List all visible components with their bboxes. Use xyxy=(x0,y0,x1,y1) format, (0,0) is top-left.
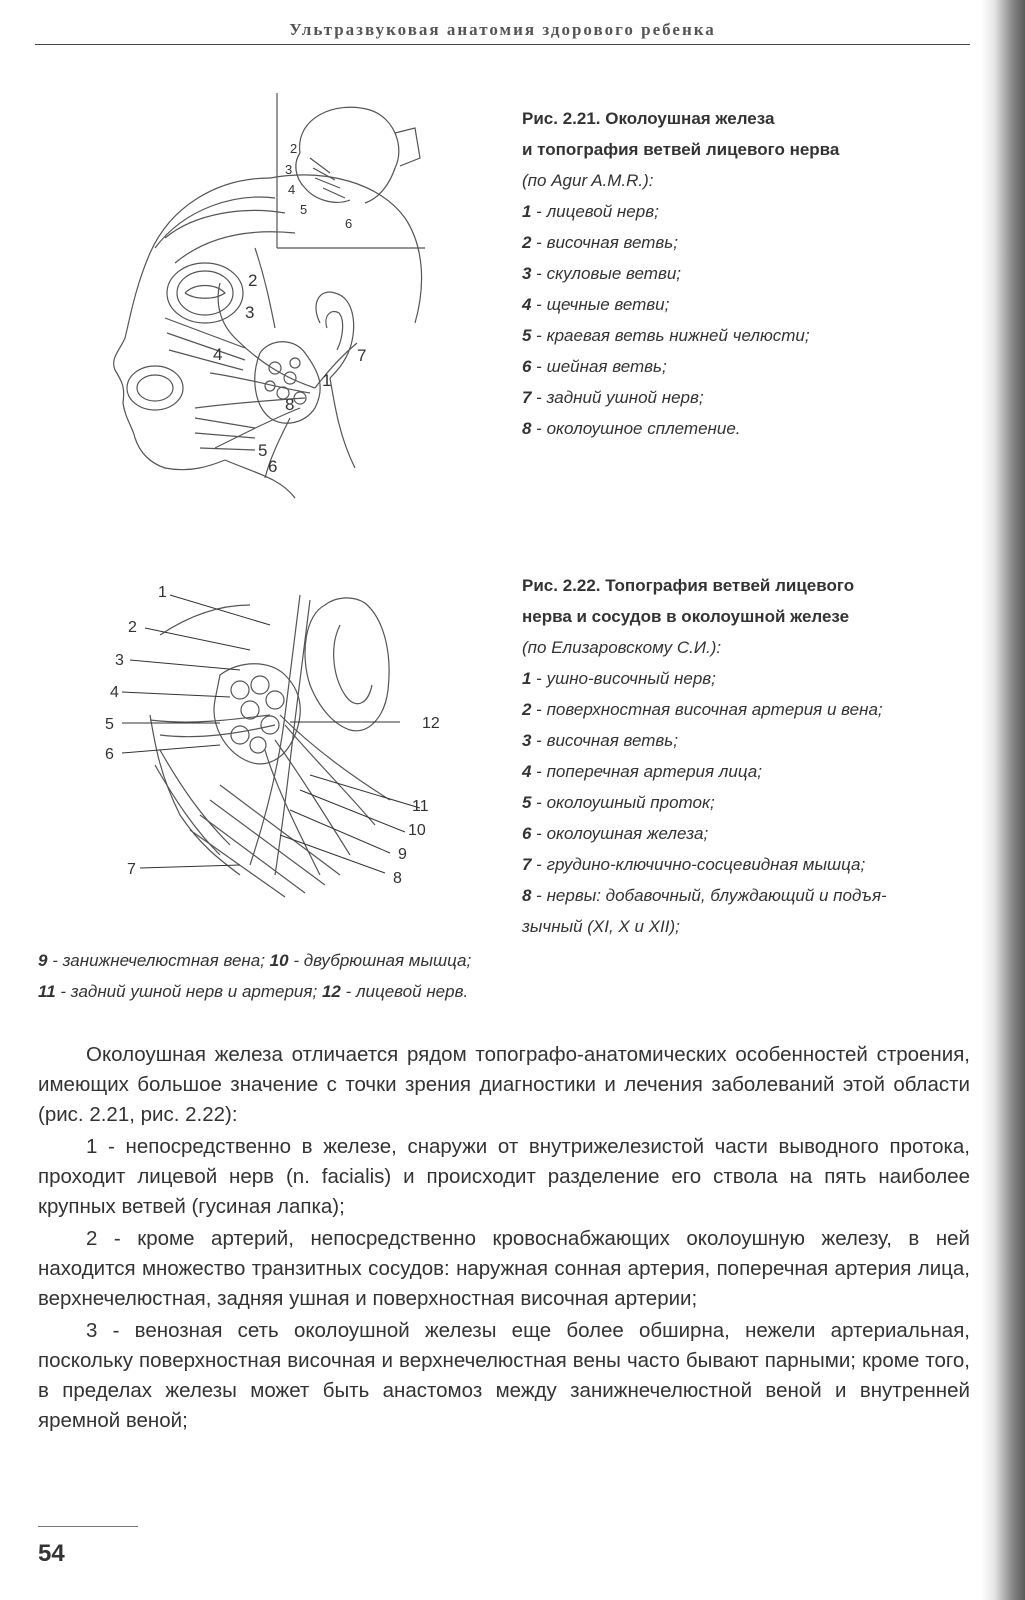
figure-2-22-legend-continued: 9 - занижнечелюстная вена; 10 - двубрюшная мышца; 11 - задний ушной нерв и артерия; 12 - лицевой нерв. xyxy=(38,951,472,1001)
body-text xyxy=(38,1040,970,1438)
legend-item: 1 - ушно-височный нерв; xyxy=(522,669,716,688)
paragraph: Околоушная железа отличается рядом топографо-анатомических особенностей строения, имеющих большое значение с точки зрения диагностики и лечения заболеваний этой области (рис. 2.21, рис. 2.22): xyxy=(38,1043,970,1126)
inset-label-6: 6 xyxy=(345,216,353,231)
fig2-label-3: 3 xyxy=(115,652,124,669)
page-number: 54 xyxy=(38,1540,65,1567)
caption-title: Рис. 2.21. Околоушная железа xyxy=(522,109,775,128)
legend-item: 7 - задний ушной нерв; xyxy=(522,388,704,407)
legend-item: 8 - околоушное сплетение. xyxy=(522,419,741,438)
legend-item: 2 - поверхностная височная артерия и вена; xyxy=(522,700,883,719)
legend-item: 8 - нервы: добавочный, блуждающий и подъя- xyxy=(522,886,887,905)
fig2-label-4: 4 xyxy=(110,684,119,701)
figure-2-21-caption xyxy=(522,103,839,444)
book-spine-shadow xyxy=(981,0,1025,1600)
fig2-label-5: 5 xyxy=(105,716,114,733)
legend-item: 3 - височная ветвь; xyxy=(522,731,678,750)
fig2-label-6: 6 xyxy=(105,746,114,763)
paragraph: 2 - кроме артерий, непосредственно кровоснабжающих околоушную железу, в ней находится множество транзитных сосудов: наружная сонная артерия, поперечная артерия лица, верхнечелюстная, задняя ушная и поверхностная височная артерии; xyxy=(38,1227,970,1310)
fig2-label-12: 12 xyxy=(422,715,440,732)
legend-item: 6 - шейная ветвь; xyxy=(522,357,667,376)
fig1-label-7: 7 xyxy=(357,346,367,365)
fig2-label-10: 10 xyxy=(408,822,426,839)
caption-title: и топография ветвей лицевого нерва xyxy=(522,140,840,159)
legend-item: 2 - височная ветвь; xyxy=(522,233,678,252)
legend-item: 4 - щечные ветви; xyxy=(522,295,670,314)
legend-item: 5 - околоушный проток; xyxy=(522,793,715,812)
inset-label-5: 5 xyxy=(300,202,308,217)
fig2-label-9: 9 xyxy=(398,846,407,863)
footer-rule xyxy=(38,1526,138,1527)
inset-label-2: 2 xyxy=(290,141,298,156)
fig1-label-2: 2 xyxy=(248,271,258,290)
inset-label-3: 3 xyxy=(285,162,293,177)
legend-item-continuation: зычный (XI, X и XII); xyxy=(522,917,680,936)
fig2-label-8: 8 xyxy=(393,870,402,887)
fig1-label-4: 4 xyxy=(213,345,223,364)
caption-source: (по Agur A.M.R.): xyxy=(522,171,654,190)
caption-title: Рис. 2.22. Топография ветвей лицевого xyxy=(522,576,855,595)
header-rule xyxy=(35,44,970,45)
figure-2-22-illustration xyxy=(100,575,480,905)
fig1-label-1: 1 xyxy=(322,371,332,390)
legend-item: 4 - поперечная артерия лица; xyxy=(522,762,762,781)
fig2-label-7: 7 xyxy=(127,861,136,878)
caption-source: (по Елизаровскому С.И.): xyxy=(522,638,722,657)
fig1-label-8: 8 xyxy=(285,395,295,414)
fig2-label-2: 2 xyxy=(128,619,137,636)
running-title: Ультразвуковая анатомия здорового ребенка xyxy=(289,20,716,39)
fig1-label-3: 3 xyxy=(245,303,255,322)
fig2-label-1: 1 xyxy=(158,584,167,601)
legend-item: 7 - грудино-ключично-сосцевидная мышца; xyxy=(522,855,866,874)
legend-item: 3 - скуловые ветви; xyxy=(522,264,681,283)
fig2-label-11: 11 xyxy=(412,798,429,815)
legend-item: 6 - околоушная железа; xyxy=(522,824,709,843)
fig1-label-6: 6 xyxy=(268,457,278,476)
figure-2-21-illustration xyxy=(95,88,505,508)
inset-label-4: 4 xyxy=(288,182,296,197)
figure-2-22-caption xyxy=(522,570,887,942)
paragraph: 1 - непосредственно в железе, снаружи от внутрижелезистой части выводного протока, проходит лицевой нерв (n. facialis) и происходит разделение его ствола на пять наиболее крупных ветвей (гусиная лапка); xyxy=(38,1135,970,1218)
fig1-label-5: 5 xyxy=(258,441,268,460)
paragraph: 3 - венозная сеть околоушной железы еще более обширна, нежели артериальная, поскольку поверхностная височная и верхнечелюстная вены часто бывают парными; кроме того, в пределах железы может быть анастомоз между занижнечелюстной веной и внутренней яремной веной; xyxy=(38,1319,970,1432)
legend-item: 5 - краевая ветвь нижней челюсти; xyxy=(522,326,810,345)
caption-title: нерва и сосудов в околоушной железе xyxy=(522,607,850,626)
legend-item: 1 - лицевой нерв; xyxy=(522,202,659,221)
